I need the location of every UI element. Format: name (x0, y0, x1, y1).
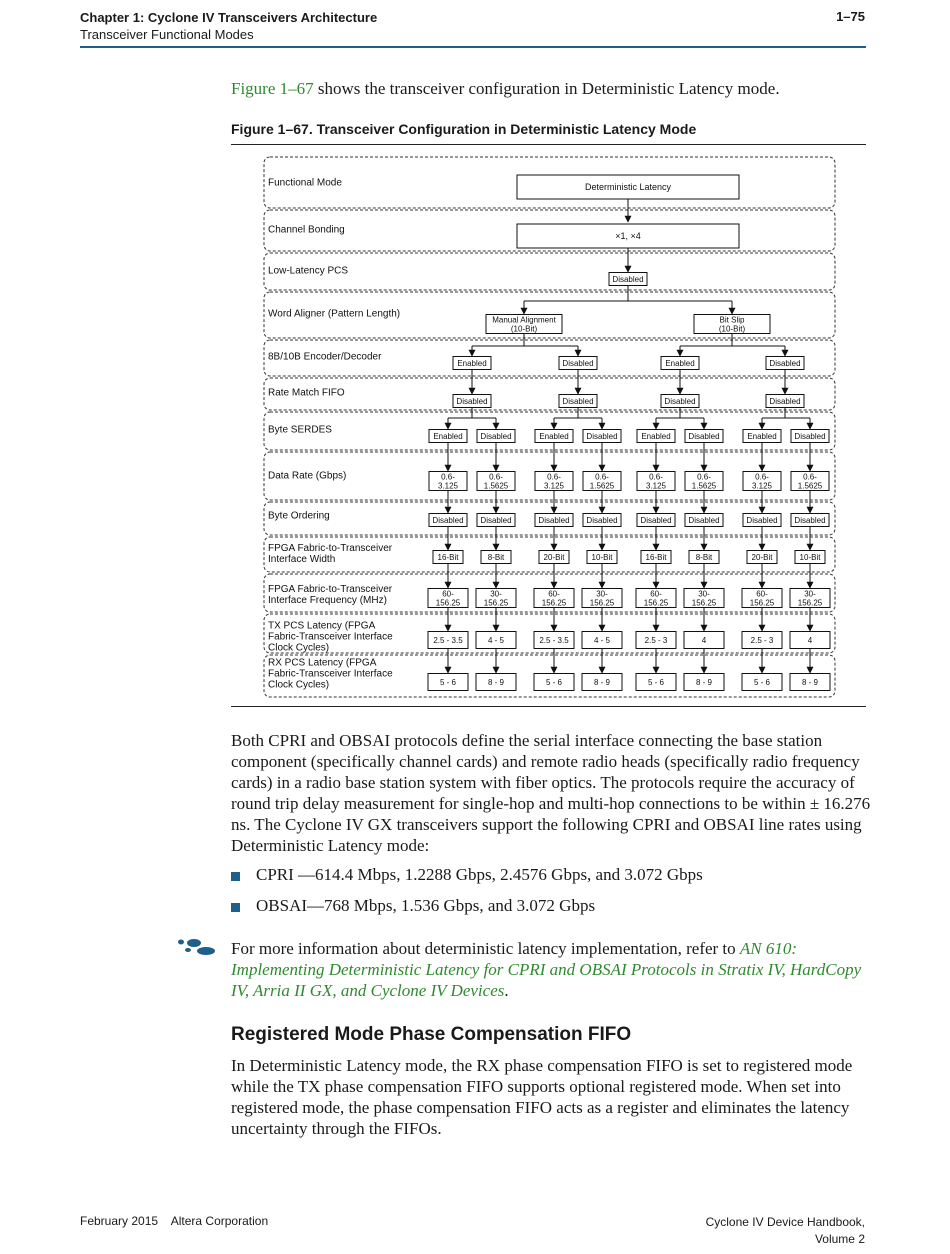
tx-latency-2-label: 2.5 - 3.5 (539, 635, 569, 645)
diagram-row-label: 8B/10B Encoder/Decoder (268, 351, 382, 363)
byte-ordering-4-label: Disabled (640, 515, 672, 525)
word-aligner-1-label: Bit Slip (10-Bit) (718, 315, 746, 334)
tx-latency-4-label: 2.5 - 3 (644, 635, 668, 645)
note-suffix: . (504, 981, 509, 1000)
body-paragraph: Both CPRI and OBSAI protocols define the serial interface connecting the base station component (specifically channel cards) and remote radio heads (specifically radio frequency cards) in a radio base station system with fiber optics. The protocols require the accuracy of round trip delay measurement for single-hop and multi-hop connections to be within ± 16.276 ns. The Cyclone IV GX transceivers support the following CPRI and OBSAI line rates using Deterministic Latency mode: (231, 731, 871, 855)
bullet-marker (231, 872, 240, 881)
note-prefix: For more information about deterministic latency implementation, refer to (231, 939, 740, 958)
data-rate-6-label: 0.6-3.125 (751, 472, 773, 491)
rx-latency-4-label: 5 - 6 (647, 677, 665, 687)
interface-freq-0-label: 60-156.25 (435, 589, 461, 608)
footer-left (80, 1214, 268, 1228)
interface-width-0-label: 16-Bit (437, 552, 459, 562)
footer-book: Cyclone IV Device Handbook, (705, 1215, 865, 1229)
footer-volume: Volume 2 (814, 1232, 865, 1246)
data-rate-4-label: 0.6-3.125 (645, 472, 667, 491)
byte-ordering-3-label: Disabled (586, 515, 618, 525)
interface-width-3-label: 10-Bit (591, 552, 613, 562)
chapter-title: Chapter 1: Cyclone IV Transceivers Architecture (80, 10, 378, 25)
byte-serdes-0-label: Enabled (433, 431, 463, 441)
rx-latency-0-label: 5 - 6 (439, 677, 457, 687)
diagram-row-label: FPGA Fabric-to-Transceiver Interface Width (268, 543, 393, 565)
diagram-row-label: RX PCS Latency (FPGA Fabric-Transceiver Interface Clock Cycles) (268, 657, 393, 691)
byte-serdes-3-label: Disabled (586, 431, 618, 441)
data-rate-5-label: 0.6-1.5625 (691, 472, 717, 491)
interface-freq-4-label: 60-156.25 (643, 589, 669, 608)
figure-bottom-rule (231, 706, 866, 707)
byte-serdes-2-label: Enabled (539, 431, 569, 441)
rx-latency-6-label: 5 - 6 (753, 677, 771, 687)
byte-ordering-5-label: Disabled (688, 515, 720, 525)
interface-width-4-label: 16-Bit (645, 552, 667, 562)
section-heading: Registered Mode Phase Compensation FIFO (231, 1024, 632, 1045)
tx-latency-6-label: 2.5 - 3 (750, 635, 774, 645)
byte-serdes-4-label: Enabled (641, 431, 671, 441)
rx-latency-2-label: 5 - 6 (545, 677, 563, 687)
diagram-row-label: TX PCS Latency (FPGA Fabric-Transceiver Interface Clock Cycles) (268, 620, 393, 654)
byte-serdes-7-label: Disabled (794, 431, 826, 441)
tx-latency-1-label: 4 - 5 (487, 635, 505, 645)
data-rate-2-label: 0.6-3.125 (543, 472, 565, 491)
interface-freq-6-label: 60-156.25 (749, 589, 775, 608)
interface-width-6-label: 20-Bit (751, 552, 773, 562)
rx-latency-1-label: 8 - 9 (487, 677, 505, 687)
diagram-row-band (264, 378, 835, 410)
byte-serdes-5-label: Disabled (688, 431, 720, 441)
page-number: 1–75 (836, 9, 865, 24)
bullet-item: CPRI —614.4 Mbps, 1.2288 Gbps, 2.4576 Gbps, and 3.072 Gbps (256, 865, 703, 884)
rate-match-2-label: Disabled (664, 396, 696, 406)
encoder-0-label: Enabled (457, 358, 487, 368)
rx-latency-5-label: 8 - 9 (695, 677, 713, 687)
rate-match-1-label: Disabled (562, 396, 594, 406)
encoder-2-label: Enabled (665, 358, 695, 368)
diagram-row-label: Channel Bonding (268, 224, 345, 236)
tx-latency-5-label: 4 (701, 635, 707, 645)
diagram-row-label: Data Rate (Gbps) (268, 470, 347, 482)
bullet-marker (231, 903, 240, 912)
section-paragraph: In Deterministic Latency mode, the RX phase compensation FIFO is set to registered mode while the TX phase compensation FIFO supports optional registered mode. When set into registered mode, the phase compensation FIFO acts as a register and eliminates the latency uncertainty through the FIFOs. (231, 1056, 853, 1138)
figure-link[interactable]: Figure 1–67 (231, 79, 314, 98)
interface-freq-3-label: 30-156.25 (589, 589, 615, 608)
footer-company: Altera Corporation (170, 1214, 269, 1228)
section-title: Transceiver Functional Modes (80, 27, 254, 42)
low-latency-pcs-label: Disabled (612, 274, 644, 284)
byte-serdes-1-label: Disabled (480, 431, 512, 441)
data-rate-3-label: 0.6-1.5625 (589, 472, 615, 491)
tx-latency-0-label: 2.5 - 3.5 (433, 635, 463, 645)
byte-ordering-6-label: Disabled (746, 515, 778, 525)
rx-latency-7-label: 8 - 9 (801, 677, 819, 687)
encoder-1-label: Disabled (562, 358, 594, 368)
note-pointer-icon (176, 938, 218, 956)
byte-ordering-0-label: Disabled (432, 515, 464, 525)
interface-width-7-label: 10-Bit (799, 552, 821, 562)
word-aligner-0-label: Manual Alignment (10-Bit) (492, 315, 556, 334)
interface-width-2-label: 20-Bit (543, 552, 565, 562)
diagram-row-label: Word Aligner (Pattern Length) (268, 308, 401, 320)
functional-mode-label: Deterministic Latency (584, 182, 672, 193)
footer-right (706, 1214, 865, 1248)
interface-freq-1-label: 30-156.25 (483, 589, 509, 608)
data-rate-7-label: 0.6-1.5625 (797, 472, 823, 491)
data-rate-0-label: 0.6-3.125 (437, 472, 459, 491)
byte-ordering-1-label: Disabled (480, 515, 512, 525)
bullet-item: OBSAI—768 Mbps, 1.536 Gbps, and 3.072 Gbps (256, 896, 596, 915)
rate-match-3-label: Disabled (769, 396, 801, 406)
tx-latency-7-label: 4 (807, 635, 813, 645)
an610-link[interactable]: AN 610: Implementing Deterministic Latency for CPRI and OBSAI Protocols in Stratix IV, HardCopy IV, Arria II GX, and Cyclone IV Devices (231, 939, 862, 1000)
interface-freq-2-label: 60-156.25 (541, 589, 567, 608)
rate-match-0-label: Disabled (456, 396, 488, 406)
intro-text: shows the transceiver configuration in Deterministic Latency mode. (313, 79, 780, 98)
diagram-row-label: Byte Ordering (268, 510, 330, 522)
rx-latency-3-label: 8 - 9 (593, 677, 611, 687)
diagram-row-label: Rate Match FIFO (268, 387, 345, 399)
diagram-row-label: FPGA Fabric-to-Transceiver Interface Frequency (MHz) (268, 584, 393, 606)
reference-note (231, 938, 871, 1001)
tx-latency-3-label: 4 - 5 (593, 635, 611, 645)
channel-bonding-label: ×1, ×4 (615, 231, 641, 242)
diagram-row-band (264, 253, 835, 290)
data-rate-1-label: 0.6-1.5625 (483, 472, 509, 491)
diagram-row-label: Byte SERDES (268, 424, 332, 436)
interface-freq-7-label: 30-156.25 (797, 589, 823, 608)
footer-date: February 2015 (80, 1214, 159, 1228)
byte-ordering-2-label: Disabled (538, 515, 570, 525)
byte-serdes-6-label: Enabled (747, 431, 777, 441)
figure-title: Figure 1–67. Transceiver Configuration in Deterministic Latency Mode (231, 121, 697, 137)
interface-freq-5-label: 30-156.25 (691, 589, 717, 608)
interface-width-1-label: 8-Bit (487, 552, 505, 562)
interface-width-5-label: 8-Bit (695, 552, 713, 562)
encoder-3-label: Disabled (769, 358, 801, 368)
diagram-row-label: Functional Mode (268, 177, 342, 189)
byte-ordering-7-label: Disabled (794, 515, 826, 525)
diagram-row-label: Low-Latency PCS (268, 265, 349, 277)
